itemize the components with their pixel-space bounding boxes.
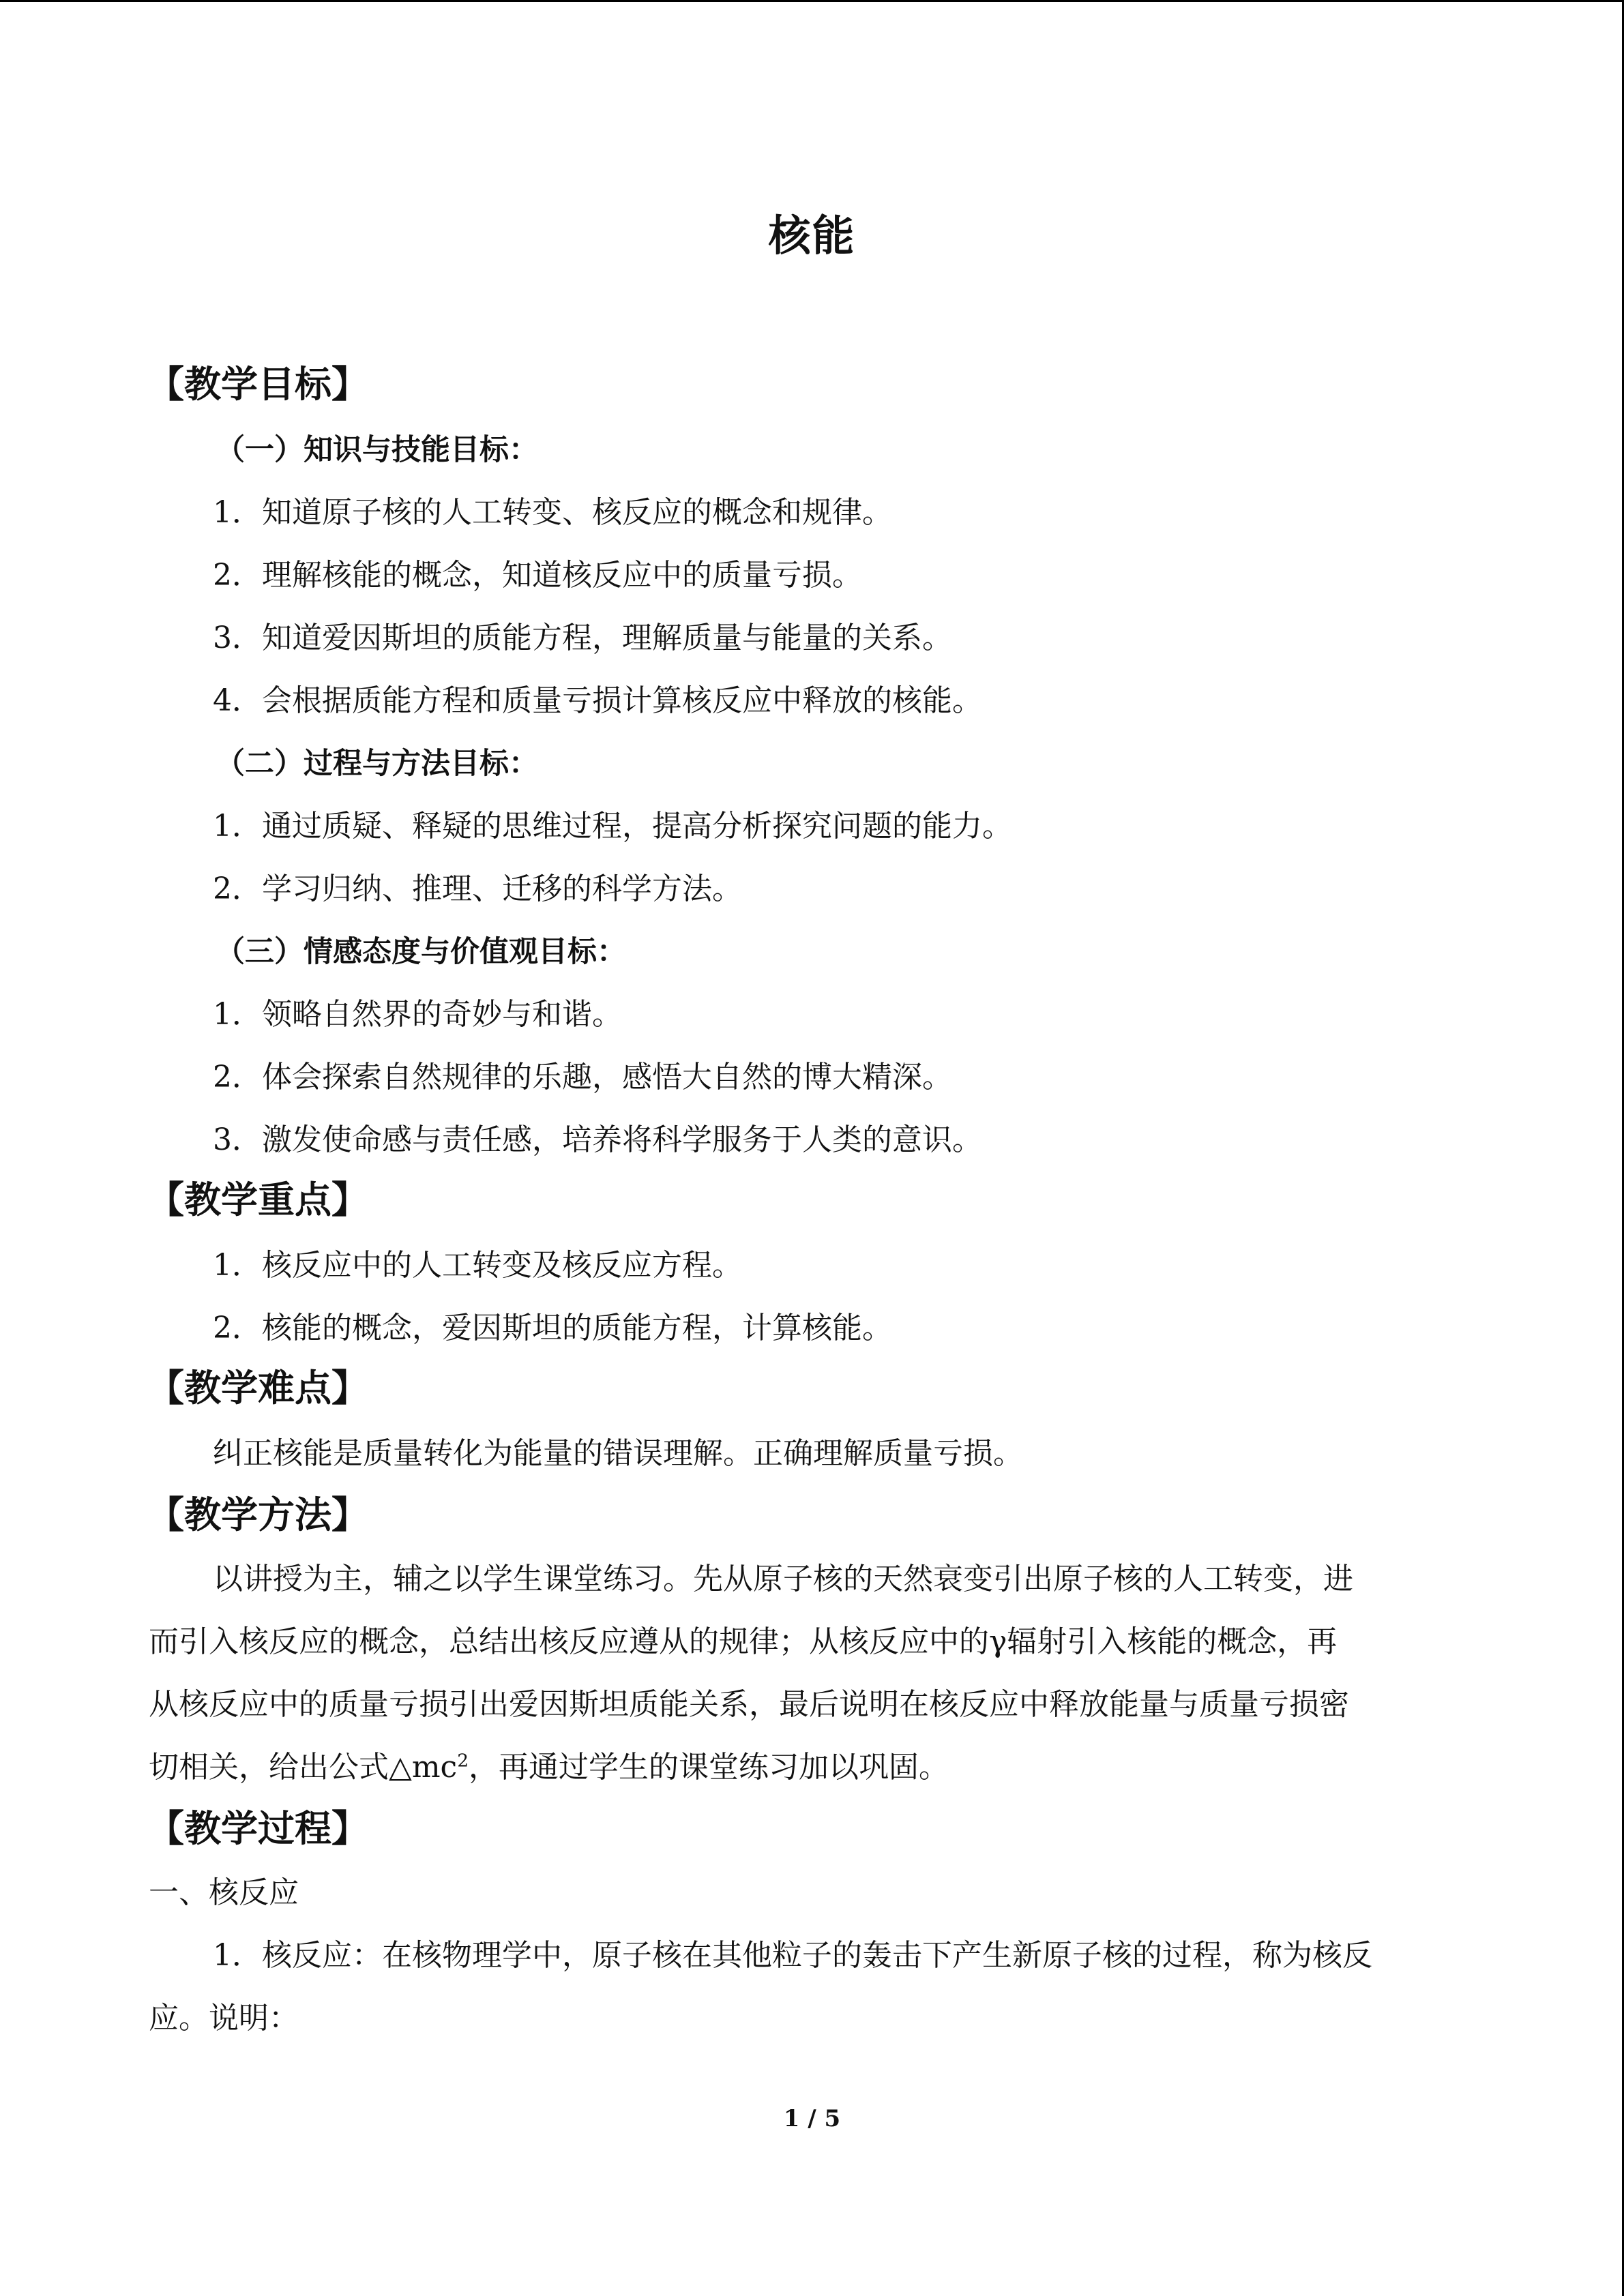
list-item: 3．激发使命感与责任感，培养将科学服务于人类的意识。 bbox=[213, 1122, 982, 1157]
page-number: 1 / 5 bbox=[783, 2105, 841, 2132]
list-item: 3．知道爱因斯坦的质能方程，理解质量与能量的关系。 bbox=[213, 621, 952, 655]
list-item: 1．通过质疑、释疑的思维过程，提高分析探究问题的能力。 bbox=[213, 809, 1012, 844]
formula-text: 切相关，给出公式△mc bbox=[149, 1750, 458, 1785]
document-title: 核能 bbox=[768, 211, 856, 260]
section-heading-process: 【教学过程】 bbox=[147, 1807, 368, 1850]
list-item: 2．理解核能的概念，知道核反应中的质量亏损。 bbox=[213, 558, 862, 593]
methods-paragraph-line: 从核反应中的质量亏损引出爱因斯坦质能关系，最后说明在核反应中释放能量与质量亏损密 bbox=[149, 1687, 1349, 1722]
list-item: 2．核能的概念，爱因斯坦的质能方程，计算核能。 bbox=[213, 1311, 892, 1345]
list-item: 4．会根据质能方程和质量亏损计算核反应中释放的核能。 bbox=[213, 683, 982, 718]
process-paragraph-line: 1．核反应：在核物理学中，原子核在其他粒子的轰击下产生新原子核的过程，称为核反 bbox=[213, 1938, 1372, 1973]
process-paragraph-line: 应。说明： bbox=[149, 2001, 299, 2036]
subheading-process-methods: （二）过程与方法目标： bbox=[216, 747, 538, 781]
list-item: 1．核反应中的人工转变及核反应方程。 bbox=[213, 1248, 742, 1283]
section-heading-key-points: 【教学重点】 bbox=[147, 1178, 368, 1221]
page-top-border bbox=[0, 0, 1624, 2]
process-subheading-nuclear-reaction: 一、核反应 bbox=[149, 1875, 299, 1910]
subheading-knowledge-skills: （一）知识与技能目标： bbox=[216, 433, 538, 467]
methods-paragraph-line: 以讲授为主，辅之以学生课堂练习。先从原子核的天然衰变引出原子核的人工转变，进 bbox=[213, 1562, 1353, 1596]
formula-tail: ，再通过学生的课堂练习加以巩固。 bbox=[469, 1750, 949, 1785]
formula-exponent: 2 bbox=[457, 1750, 469, 1772]
section-heading-difficulties: 【教学难点】 bbox=[147, 1367, 368, 1410]
list-item: 1．知道原子核的人工转变、核反应的概念和规律。 bbox=[213, 495, 892, 530]
list-item: 2．学习归纳、推理、迁移的科学方法。 bbox=[213, 871, 742, 906]
subheading-attitudes-values: （三）情感态度与价值观目标： bbox=[216, 935, 626, 969]
difficulties-text: 纠正核能是质量转化为能量的错误理解。正确理解质量亏损。 bbox=[213, 1436, 1023, 1471]
section-heading-objectives: 【教学目标】 bbox=[147, 363, 368, 406]
list-item: 1．领略自然界的奇妙与和谐。 bbox=[213, 997, 622, 1032]
section-heading-methods: 【教学方法】 bbox=[147, 1493, 368, 1536]
methods-paragraph-line: 而引入核反应的概念，总结出核反应遵从的规律；从核反应中的γ辐射引入核能的概念，再 bbox=[149, 1624, 1338, 1659]
list-item: 2．体会探索自然规律的乐趣，感悟大自然的博大精深。 bbox=[213, 1060, 952, 1094]
methods-paragraph-line bbox=[149, 1747, 949, 1788]
